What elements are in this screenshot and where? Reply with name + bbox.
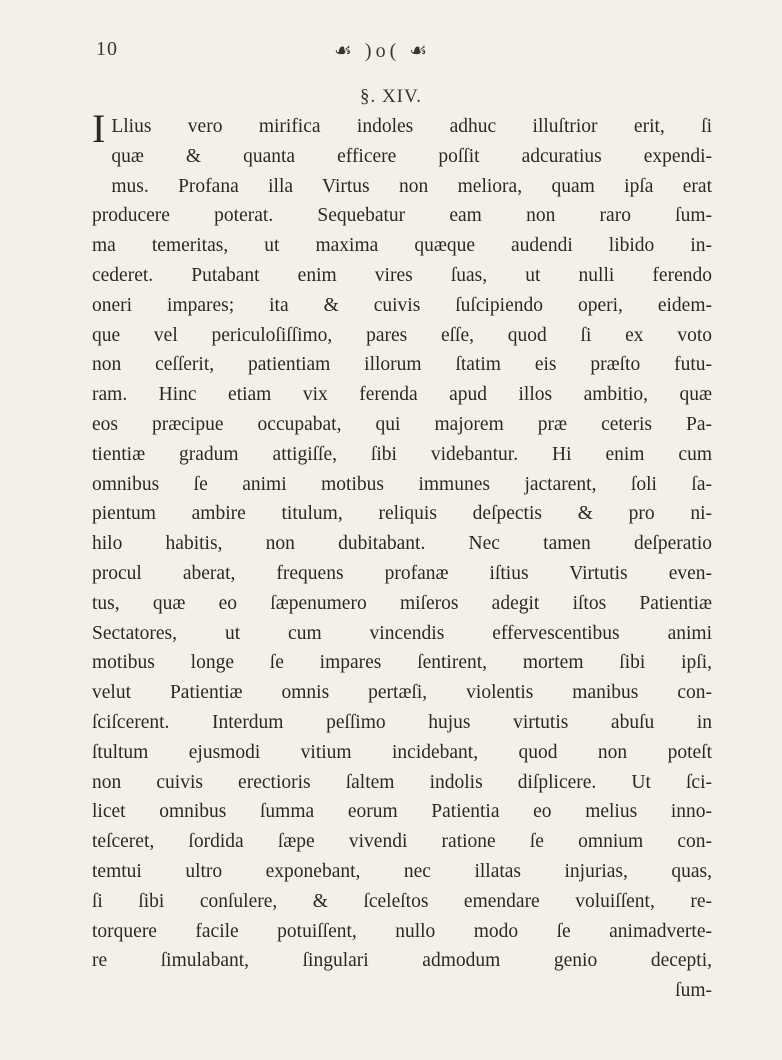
- text-line: Sectatores, ut cum vincendis effervescentibus animi: [92, 622, 712, 644]
- text-line: oneri impares; ita & cuivis ſuſcipiendo operi, eidem-: [92, 294, 712, 316]
- text-line: non ceſſerit, patientiam illorum ſtatim eis præſto futu-: [92, 354, 712, 376]
- text-line: torquere facile potuiſſent, nullo modo ſe animadverte-: [92, 920, 712, 942]
- text-line: ram. Hinc etiam vix ferenda apud illos ambitio, quæ: [92, 384, 712, 406]
- text-line: pientum ambire titulum, reliquis deſpectis & pro ni-: [92, 503, 712, 525]
- text-line: motibus longe ſe impares ſentirent, mortem ſibi ipſi,: [92, 652, 712, 674]
- text-line: ma temeritas, ut maxima quæque audendi libido in-: [92, 235, 712, 257]
- text-line: omnibus ſe animi motibus immunes jactarent, ſoli ſa-: [92, 473, 712, 495]
- text-line: licet omnibus ſumma eorum Patientia eo melius inno-: [92, 801, 712, 823]
- text-line: quæ & quanta efficere poſſit adcuratius expendi-: [111, 145, 712, 167]
- text-line: tientiæ gradum attigiſſe, ſibi videbantur. Hi enim cum: [92, 443, 712, 465]
- text-line: que vel periculoſiſſimo, pares eſſe, quod ſi ex voto: [92, 324, 712, 346]
- text-line: velut Patientiæ omnis pertæſi, violentis manibus con-: [92, 682, 712, 704]
- text-line: hilo habitis, non dubitabant. Nec tamen deſperatio: [92, 533, 712, 555]
- text-line: mus. Profana illa Virtus non meliora, quam ipſa erat: [111, 175, 712, 197]
- body-text: [92, 106, 712, 1006]
- catchword: ſum-: [675, 980, 712, 1002]
- text-line: producere poterat. Sequebatur eam non raro ſum-: [92, 205, 712, 227]
- text-line: procul aberat, frequens profanæ iſtius Virtutis even-: [92, 562, 712, 584]
- text-line: eos præcipue occupabat, qui majorem præ ceteris Pa-: [92, 413, 712, 435]
- text-line: ſtultum ejusmodi vitium incidebant, quod non poteſt: [92, 741, 712, 763]
- text-line: non cuivis erectioris ſaltem indolis diſplicere. Ut ſci-: [92, 771, 712, 793]
- text-line: tus, quæ eo ſæpenumero miſeros adegit iſtos Patientiæ: [92, 592, 712, 614]
- drop-cap: I: [92, 106, 106, 151]
- text-line: ſciſcerent. Interdum peſſimo hujus virtutis abuſu in: [92, 711, 712, 733]
- running-head: [92, 38, 692, 68]
- page-number: 10: [96, 38, 118, 60]
- header-ornament: ☙ )o( ☙: [334, 40, 432, 62]
- text-line: re ſimulabant, ſingulari admodum genio decepti,: [92, 950, 712, 972]
- text-line: teſceret, ſordida ſæpe vivendi ratione ſe omnium con-: [92, 831, 712, 853]
- text-line: cederet. Putabant enim vires ſuas, ut nulli ferendo: [92, 264, 712, 286]
- section-heading: §. XIV.: [359, 86, 423, 107]
- text-line: temtui ultro exponebant, nec illatas injurias, quas,: [92, 860, 712, 882]
- text-line: ſi ſibi conſulere, & ſceleſtos emendare voluiſſent, re-: [92, 890, 712, 912]
- text-line: Llius vero mirifica indoles adhuc illuſtrior erit, ſi: [111, 116, 712, 137]
